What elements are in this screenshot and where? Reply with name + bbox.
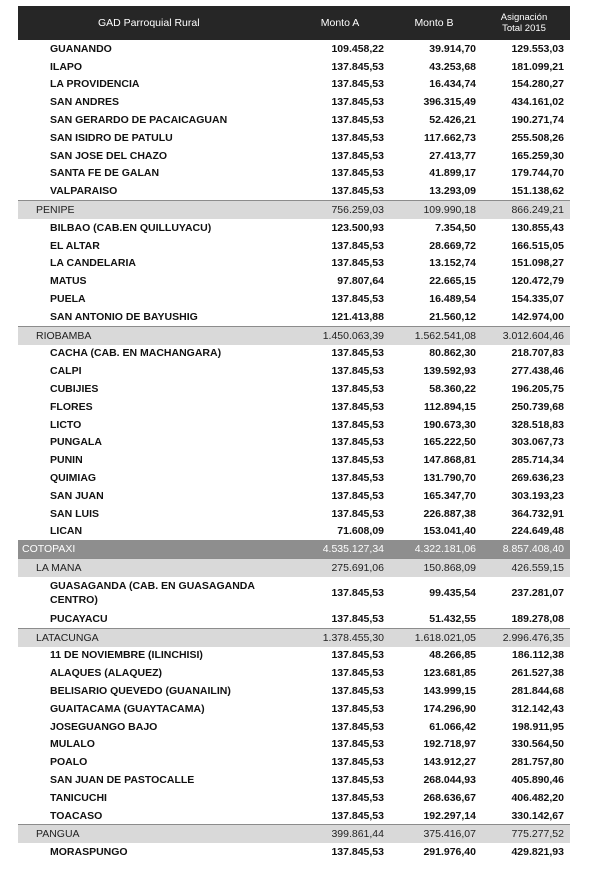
row-name: POALO [50, 756, 88, 769]
row-total: 303.067,73 [511, 436, 564, 449]
row-monto-b: 51.432,55 [429, 612, 476, 625]
parish-row [18, 255, 570, 273]
row-name: PUNGALA [50, 436, 102, 449]
row-monto-a: 137.845,53 [331, 239, 384, 252]
row-total: 255.508,26 [511, 131, 564, 144]
row-total: 130.855,43 [511, 221, 564, 234]
row-name: CACHA (CAB. EN MACHANGARA) [50, 347, 222, 360]
row-total: 269.636,23 [511, 472, 564, 485]
parish-row [18, 58, 570, 76]
row-monto-b: 28.669,72 [429, 239, 476, 252]
row-total: 434.161,02 [511, 96, 564, 109]
row-monto-a: 137.845,53 [331, 454, 384, 467]
canton-row [18, 558, 570, 577]
row-name: GUAITACAMA (GUAYTACAMA) [50, 702, 205, 715]
row-total: 426.559,15 [511, 562, 564, 574]
row-monto-b: 39.914,70 [429, 42, 476, 55]
parish-row [18, 469, 570, 487]
parish-row [18, 807, 570, 825]
header-total-line2: Total 2015 [502, 23, 546, 34]
row-monto-a: 137.845,53 [331, 167, 384, 180]
row-monto-b: 150.868,09 [423, 562, 476, 574]
row-total: 250.739,68 [511, 400, 564, 413]
header-monto-a: Monto A [320, 17, 360, 29]
row-total: 330.564,50 [511, 738, 564, 751]
row-total: 179.744,70 [511, 167, 564, 180]
row-total: 224.649,48 [511, 525, 564, 538]
row-monto-a: 137.845,53 [331, 185, 384, 198]
row-monto-b: 153.041,40 [423, 525, 476, 538]
row-total: 429.821,93 [511, 846, 564, 859]
row-monto-b: 112.894,15 [424, 400, 476, 413]
header-total-line1: Asignación [500, 12, 548, 23]
row-total: 120.472,79 [511, 275, 564, 288]
parish-row [18, 237, 570, 255]
row-total: 3.012.604,46 [502, 329, 564, 342]
header-total [484, 12, 570, 34]
parish-row [18, 487, 570, 505]
parish-row [18, 40, 570, 58]
row-monto-b: 109.990,18 [423, 204, 476, 217]
parish-row [18, 577, 570, 610]
row-monto-a: 137.845,53 [331, 365, 384, 378]
row-total: 281.844,68 [511, 684, 564, 697]
canton-row [18, 200, 570, 219]
row-name: ALAQUES (ALAQUEZ) [50, 667, 162, 680]
row-monto-a: 137.845,53 [331, 587, 384, 600]
header-gad: GAD Parroquial Rural [98, 17, 200, 29]
row-monto-b: 4.322.181,06 [414, 543, 476, 556]
row-name: TOACASO [50, 809, 103, 822]
row-monto-a: 137.845,53 [331, 846, 384, 859]
row-total: 196.205,75 [511, 383, 564, 396]
row-monto-a: 4.535.127,34 [322, 543, 384, 556]
row-monto-a: 137.845,53 [331, 149, 384, 162]
row-monto-b: 139.592,93 [423, 365, 476, 378]
row-monto-b: 1.562.541,08 [414, 329, 476, 342]
row-total: 237.281,07 [511, 587, 564, 600]
row-monto-b: 192.297,14 [423, 809, 476, 822]
table-header [18, 6, 570, 40]
row-monto-a: 137.845,53 [331, 720, 384, 733]
row-monto-a: 1.378.455,30 [322, 631, 384, 644]
row-name: QUIMIAG [50, 472, 97, 485]
parish-row [18, 523, 570, 541]
row-total: 406.482,20 [511, 791, 564, 804]
row-monto-a: 123.500,93 [331, 221, 384, 234]
row-total: 303.193,23 [511, 489, 564, 502]
row-total: 142.974,00 [511, 310, 564, 323]
row-monto-a: 275.691,06 [331, 562, 384, 574]
parish-row [18, 147, 570, 165]
row-monto-b: 27.413,77 [429, 149, 476, 162]
row-monto-b: 396.315,49 [423, 96, 476, 109]
row-monto-a: 137.845,53 [331, 489, 384, 502]
row-total: 151.098,27 [511, 257, 564, 270]
parish-row [18, 76, 570, 94]
row-monto-b: 268.636,67 [423, 791, 476, 804]
row-name: MULALO [50, 738, 95, 751]
row-monto-a: 137.845,53 [331, 667, 384, 680]
row-monto-a: 399.861,44 [331, 828, 384, 841]
row-total: 775.277,52 [511, 828, 564, 841]
row-monto-a: 137.845,53 [331, 418, 384, 431]
row-monto-a: 137.845,53 [331, 114, 384, 127]
row-monto-a: 137.845,53 [331, 756, 384, 769]
row-total: 189.278,08 [511, 612, 564, 625]
row-total: 190.271,74 [511, 114, 564, 127]
row-monto-a: 137.845,53 [331, 436, 384, 449]
row-monto-b: 22.665,15 [429, 275, 476, 288]
canton-row [18, 628, 570, 647]
row-name: MORASPUNGO [50, 846, 128, 859]
parish-row [18, 308, 570, 326]
parish-row [18, 219, 570, 237]
row-monto-b: 7.354,50 [435, 221, 476, 234]
row-monto-a: 137.845,53 [331, 649, 384, 662]
row-monto-b: 16.489,54 [429, 293, 476, 306]
row-name: CUBIJIES [50, 383, 99, 396]
row-total: 154.335,07 [511, 293, 564, 306]
row-name: LA PROVIDENCIA [50, 78, 140, 91]
parish-row [18, 93, 570, 111]
row-monto-a: 137.845,53 [331, 507, 384, 520]
row-total: 277.438,46 [511, 365, 564, 378]
row-total: 181.099,21 [511, 60, 564, 73]
row-monto-a: 137.845,53 [331, 347, 384, 360]
row-total: 166.515,05 [511, 239, 564, 252]
row-monto-b: 268.044,93 [423, 773, 476, 786]
row-name: PENIPE [36, 204, 75, 217]
row-name: BILBAO (CAB.EN QUILLUYACU) [50, 221, 212, 234]
allocation-table [18, 6, 570, 861]
row-total: 281.757,80 [511, 756, 564, 769]
row-monto-a: 137.845,53 [331, 60, 384, 73]
row-name: SAN ANTONIO DE BAYUSHIG [50, 310, 198, 323]
row-name: FLORES [50, 400, 93, 413]
row-monto-a: 137.845,53 [331, 773, 384, 786]
row-name: VALPARAISO [50, 185, 118, 198]
row-total: 866.249,21 [511, 204, 564, 217]
parish-row [18, 398, 570, 416]
row-name: GUANANDO [50, 42, 112, 55]
parish-row [18, 129, 570, 147]
row-monto-b: 192.718,97 [423, 738, 476, 751]
row-name: LA MANA [36, 562, 82, 574]
table-body [18, 40, 570, 861]
canton-row [18, 326, 570, 345]
row-name: PANGUA [36, 828, 80, 841]
row-monto-a: 137.845,53 [331, 383, 384, 396]
row-monto-b: 226.887,38 [423, 507, 476, 520]
row-monto-b: 190.673,30 [423, 418, 476, 431]
row-monto-a: 137.845,53 [331, 96, 384, 109]
row-total: 154.280,27 [511, 78, 564, 91]
row-monto-a: 137.845,53 [331, 684, 384, 697]
row-monto-b: 99.435,54 [429, 587, 476, 600]
parish-row [18, 505, 570, 523]
row-name: SAN JUAN DE PASTOCALLE [50, 773, 195, 786]
row-monto-b: 16.434,74 [429, 78, 476, 91]
row-total: 2.996.476,35 [502, 631, 564, 644]
parish-row [18, 735, 570, 753]
parish-row [18, 182, 570, 200]
parish-row [18, 165, 570, 183]
row-monto-b: 52.426,21 [429, 114, 476, 127]
row-name: CALPI [50, 365, 82, 378]
row-monto-b: 80.862,30 [429, 347, 476, 360]
row-monto-b: 58.360,22 [429, 383, 476, 396]
row-monto-b: 143.912,27 [423, 756, 476, 769]
row-name: LICTO [50, 418, 82, 431]
parish-row [18, 718, 570, 736]
row-name: BELISARIO QUEVEDO (GUANAILIN) [50, 684, 231, 697]
row-monto-b: 375.416,07 [423, 828, 476, 841]
row-name: SAN GERARDO DE PACAICAGUAN [50, 114, 228, 127]
row-monto-b: 123.681,85 [423, 667, 476, 680]
row-name: LICAN [50, 525, 83, 538]
row-monto-a: 756.259,03 [331, 204, 384, 217]
row-monto-a: 137.845,53 [331, 400, 384, 413]
row-name: SAN ISIDRO DE PATULU [50, 131, 173, 144]
row-monto-a: 137.845,53 [331, 791, 384, 804]
row-total: 8.857.408,40 [502, 543, 564, 556]
row-monto-b: 13.293,09 [429, 185, 476, 198]
row-total: 129.553,03 [511, 42, 564, 55]
row-name: MATUS [50, 275, 87, 288]
row-name: EL ALTAR [50, 239, 100, 252]
row-monto-b: 117.662,73 [424, 131, 476, 144]
row-monto-a: 137.845,53 [331, 809, 384, 822]
row-monto-b: 61.066,42 [429, 720, 476, 733]
row-monto-b: 43.253,68 [429, 60, 476, 73]
row-total: 218.707,83 [511, 347, 564, 360]
row-total: 186.112,38 [512, 649, 564, 662]
parish-row [18, 789, 570, 807]
row-monto-a: 97.807,64 [337, 275, 384, 288]
row-total: 328.518,83 [511, 418, 564, 431]
row-name: GUASAGANDA (CAB. EN GUASAGANDA CENTRO) [50, 580, 255, 607]
parish-row [18, 753, 570, 771]
row-monto-b: 13.152,74 [429, 257, 476, 270]
parish-row [18, 416, 570, 434]
row-monto-b: 165.347,70 [423, 489, 476, 502]
parish-row [18, 272, 570, 290]
row-monto-b: 165.222,50 [423, 436, 476, 449]
row-name: PUNIN [50, 454, 83, 467]
row-total: 364.732,91 [511, 507, 564, 520]
parish-row [18, 111, 570, 129]
row-monto-b: 147.868,81 [423, 454, 476, 467]
row-monto-b: 41.899,17 [429, 167, 476, 180]
row-total: 285.714,34 [511, 454, 564, 467]
parish-row [18, 771, 570, 789]
parish-row [18, 451, 570, 469]
row-monto-b: 1.618.021,05 [414, 631, 476, 644]
row-name: LATACUNGA [36, 631, 99, 644]
row-monto-a: 137.845,53 [331, 78, 384, 91]
row-name: SAN LUIS [50, 507, 100, 520]
row-monto-a: 1.450.063,39 [322, 329, 384, 342]
row-monto-b: 21.560,12 [429, 310, 476, 323]
row-monto-a: 109.458,22 [331, 42, 384, 55]
row-name: RIOBAMBA [36, 329, 92, 342]
parish-row [18, 647, 570, 665]
row-total: 165.259,30 [511, 149, 564, 162]
row-monto-b: 48.266,85 [429, 649, 476, 662]
row-name: SAN JOSE DEL CHAZO [50, 149, 168, 162]
row-name: LA CANDELARIA [50, 257, 136, 270]
row-monto-a: 137.845,53 [331, 293, 384, 306]
row-total: 198.911,95 [512, 720, 564, 733]
row-name: TANICUCHI [50, 791, 107, 804]
row-monto-b: 291.976,40 [423, 846, 476, 859]
row-name: JOSEGUANGO BAJO [50, 720, 158, 733]
row-monto-a: 121.413,88 [331, 310, 384, 323]
row-total: 330.142,67 [511, 809, 564, 822]
row-monto-a: 137.845,53 [331, 257, 384, 270]
row-monto-b: 174.296,90 [423, 702, 476, 715]
parish-row [18, 290, 570, 308]
parish-row [18, 345, 570, 363]
province-row [18, 540, 570, 558]
parish-row [18, 664, 570, 682]
row-total: 312.142,43 [511, 702, 564, 715]
row-name: 11 DE NOVIEMBRE (ILINCHISI) [50, 649, 203, 662]
parish-row [18, 434, 570, 452]
row-monto-a: 137.845,53 [331, 612, 384, 625]
header-monto-b: Monto B [414, 17, 454, 29]
row-monto-b: 143.999,15 [423, 684, 476, 697]
parish-row [18, 362, 570, 380]
parish-row [18, 700, 570, 718]
parish-row [18, 682, 570, 700]
canton-row [18, 824, 570, 843]
row-name: COTOPAXI [22, 543, 76, 556]
parish-row [18, 380, 570, 398]
row-name: ILAPO [50, 60, 83, 73]
row-monto-a: 71.608,09 [337, 525, 384, 538]
row-total: 151.138,62 [511, 185, 564, 198]
row-name: PUELA [50, 293, 86, 306]
parish-row [18, 843, 570, 861]
row-total: 261.527,38 [511, 667, 564, 680]
row-total: 405.890,46 [511, 773, 564, 786]
row-name: SAN JUAN [50, 489, 104, 502]
row-name: PUCAYACU [50, 612, 108, 625]
row-name: SANTA FE DE GALAN [50, 167, 160, 180]
row-name: SAN ANDRES [50, 96, 120, 109]
row-monto-a: 137.845,53 [331, 131, 384, 144]
row-monto-a: 137.845,53 [331, 702, 384, 715]
parish-row [18, 610, 570, 628]
row-monto-a: 137.845,53 [331, 738, 384, 751]
row-monto-a: 137.845,53 [331, 472, 384, 485]
row-monto-b: 131.790,70 [423, 472, 476, 485]
